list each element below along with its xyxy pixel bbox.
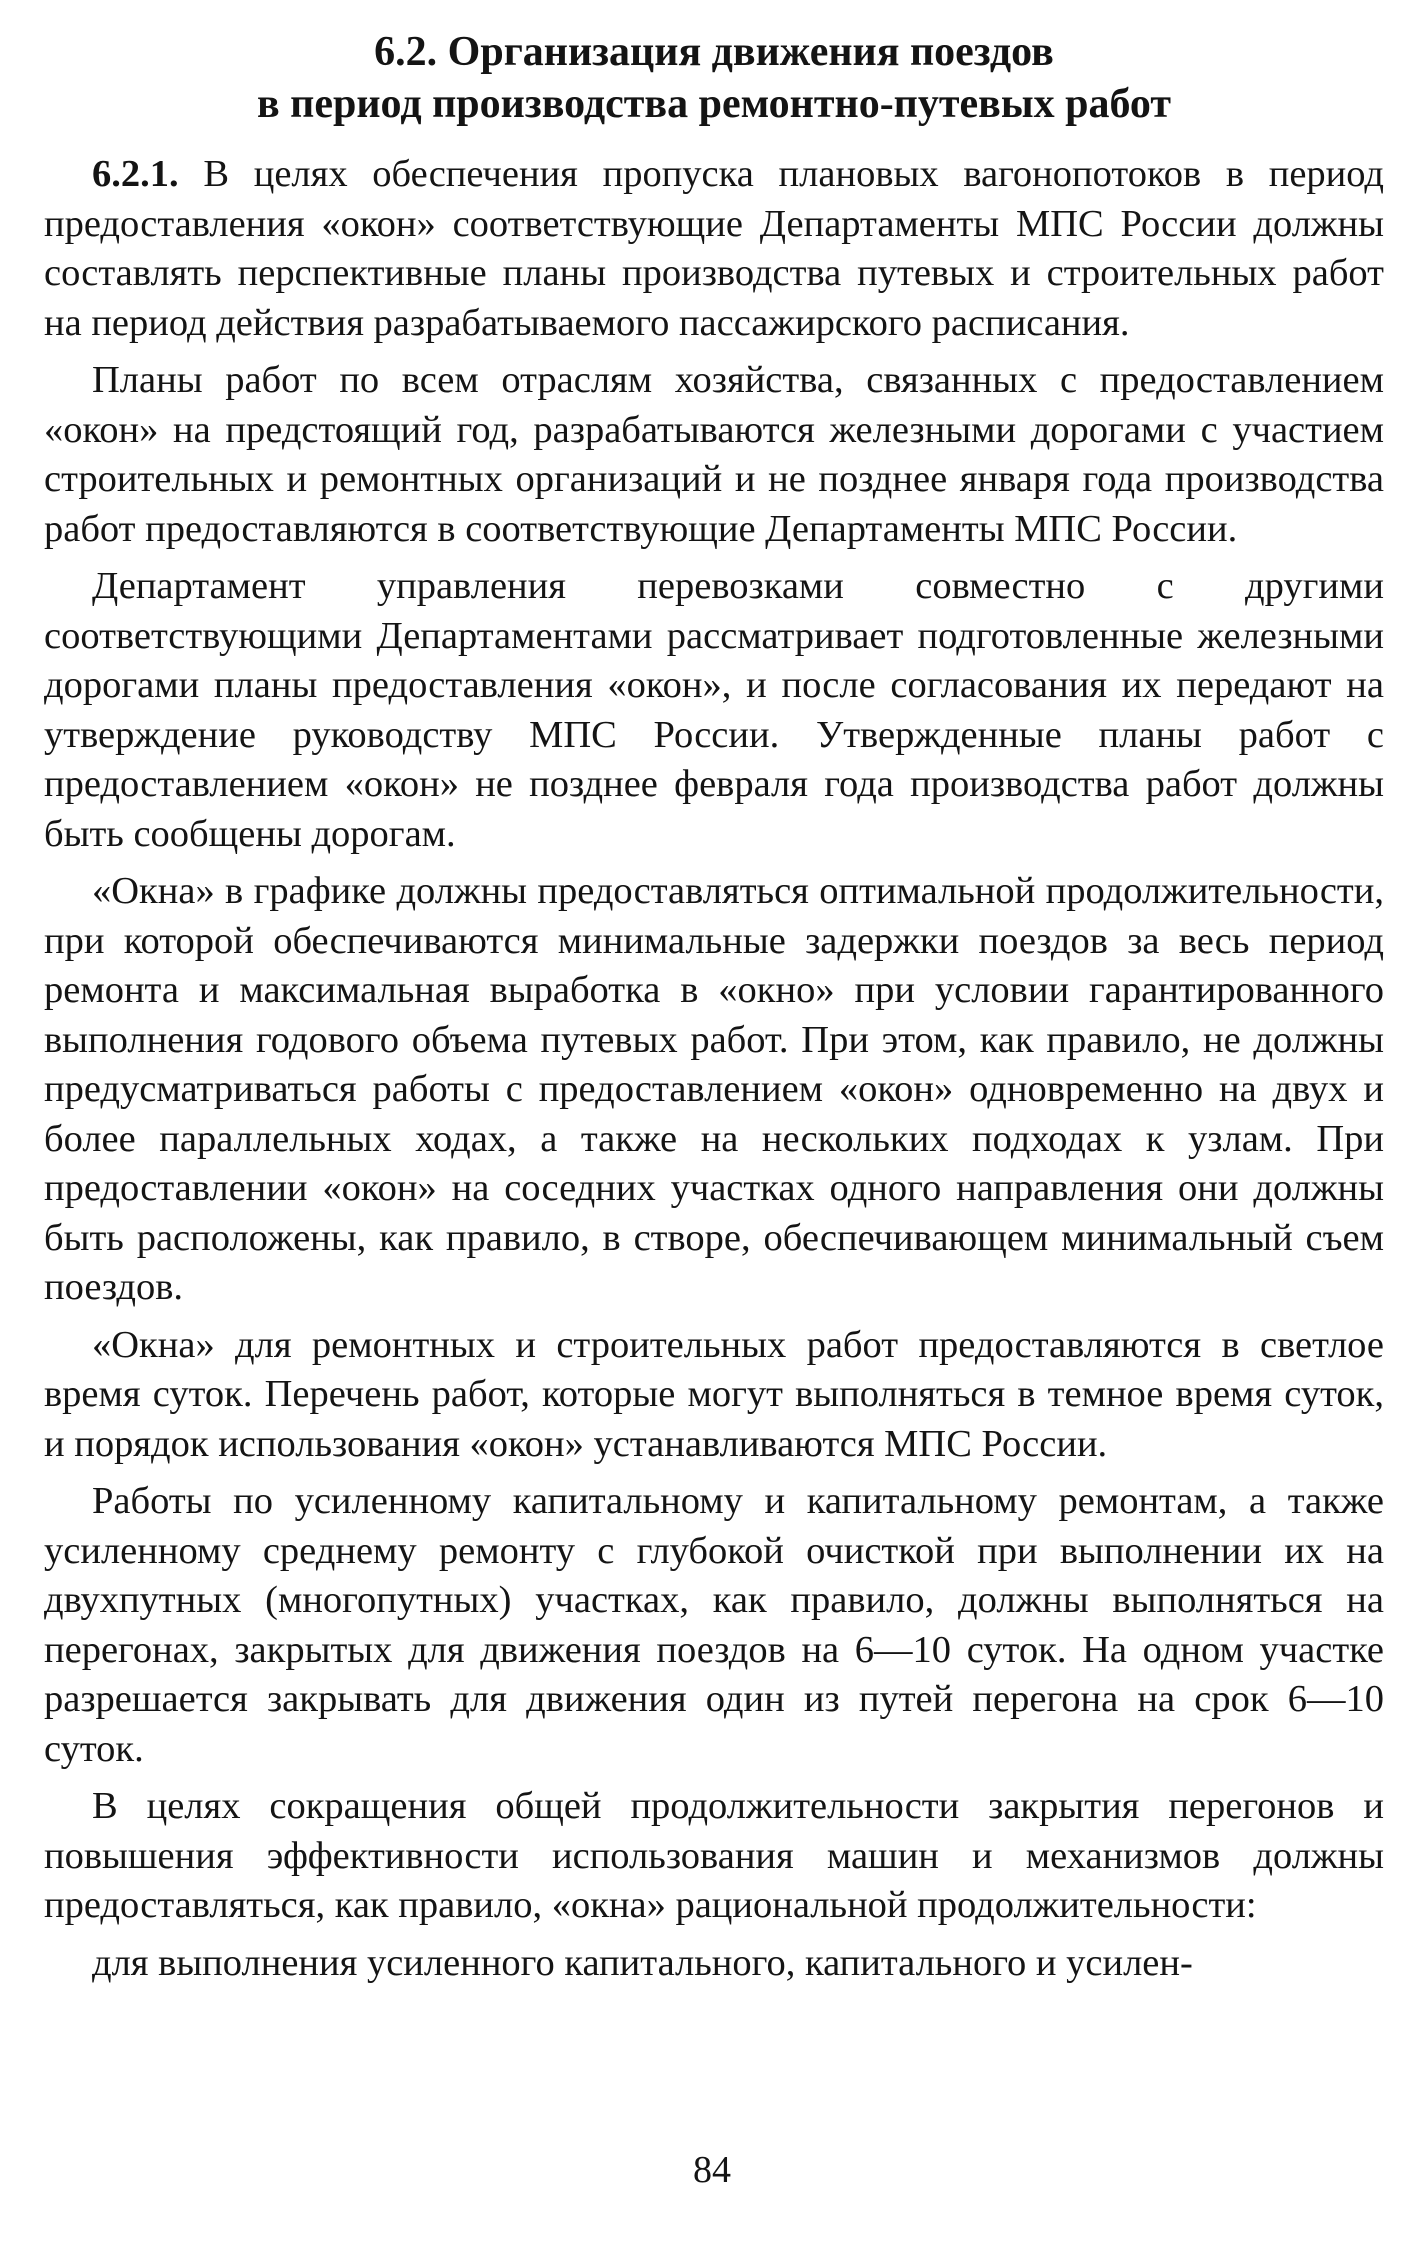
page-number: 84 [693, 2149, 731, 2191]
paragraph-reduction: В целях сокращения общей продолжительности закрытия перегонов и повышения эффективности использования машин и механизмов должны предоставляться, как правило, «окна» рациональной продолжительности: [44, 1785, 1384, 1926]
section-title [44, 26, 1384, 130]
document-page [44, 26, 1384, 1988]
clause-number: 6.2.1. [92, 153, 179, 195]
paragraph-continued: для выполнения усиленного капитального, капитального и усилен- [92, 1941, 1193, 1984]
paragraph-repair-works: Работы по усиленному капитальному и капитальному ремонтам, а также усиленному среднему ремонту с глубокой очисткой при выполнении их на двухпутных (многопутных) участках, как правило, должны выполняться на перегонах, закрытых для движения поездов на 6—10 суток. На одном участке разрешается закрывать для движения один из путей перегона на срок 6—10 суток. [44, 1480, 1384, 1770]
paragraph-windows-schedule: «Окна» в графике должны предоставляться оптимальной продолжительности, при которой обеспечиваются минимальные задержки поездов за весь период ремонта и максимальная выработка в «окно» при условии гарантированного выполнения годового объема путевых работ. При этом, как правило, не должны предусматриваться работы с предоставлением «окон» одновременно на двух и более параллельных ходах, а также на нескольких подходах к узлам. При предоставлении «окон» на соседних участках одного направления они должны быть расположены, как правило, в створе, обеспечивающем минимальный съем поездов. [44, 870, 1384, 1308]
section-title-line-2: в период производства ремонтно-путевых работ [256, 81, 1172, 127]
section-title-line-1: 6.2. Организация движения поездов [374, 29, 1054, 75]
paragraph-6-2-1 [44, 150, 1384, 348]
paragraph-department: Департамент управления перевозками совместно с другими соответствующими Департаментами рассматривает подготовленные железными дорогами планы предоставления «окон», и после согласования их передают на утверждение руководству МПС России. Утвержденные планы работ с предоставлением «окон» не позднее февраля года производства работ должны быть сообщены дорогам. [44, 565, 1384, 855]
paragraph-windows-daytime: «Окна» для ремонтных и строительных работ предоставляются в светлое время суток. Перечень работ, которые могут выполняться в темное время суток, и порядок использования «окон» устанавливаются МПС России. [44, 1323, 1384, 1465]
paragraph-text: В целях обеспечения пропуска плановых вагонопотоков в период предоставления «окон» соответствующие Департаменты МПС России должны составлять перспективные планы производства путевых и строительных работ на период действия разрабатываемого пассажирского расписания. [44, 153, 1384, 344]
paragraph-plans: Планы работ по всем отраслям хозяйства, связанных с предоставлением «окон» на предстоящий год, разрабатываются железными дорогами с участием строительных и ремонтных организаций и не позднее января года производства работ предоставляются в соответствующие Департаменты МПС России. [44, 359, 1384, 550]
